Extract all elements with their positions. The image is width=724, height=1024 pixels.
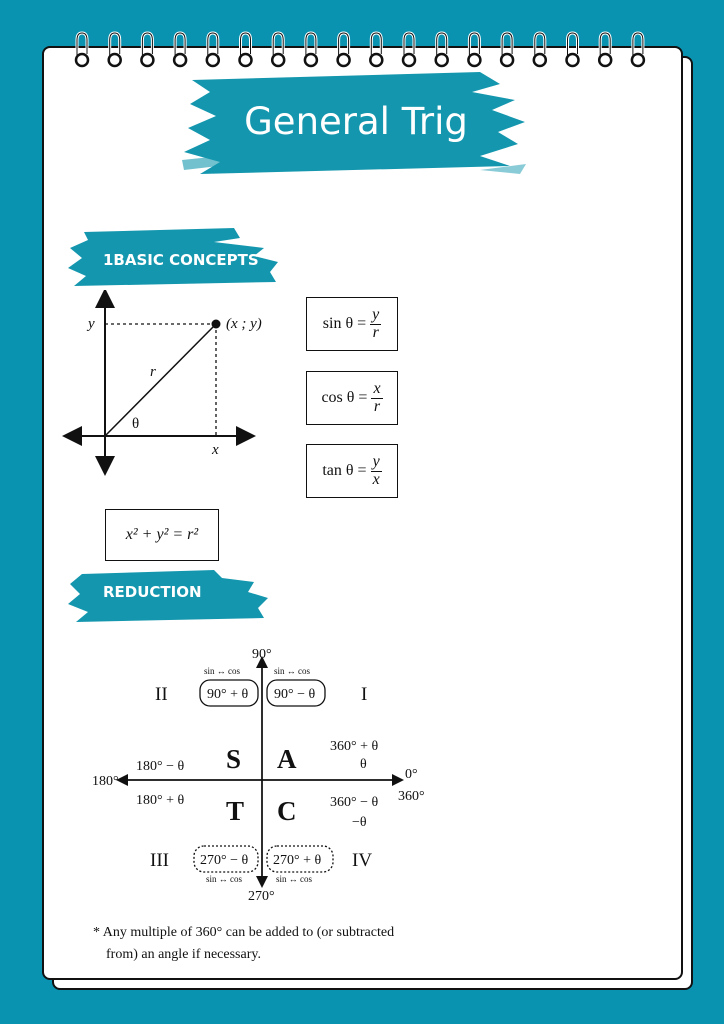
svg-text:180°: 180° [92,774,119,789]
page-title: General Trig [244,100,468,143]
binding-hole [567,54,579,66]
svg-text:90° + θ: 90° + θ [207,687,249,702]
footnote-line-2: from) an angle if necessary. [106,947,261,962]
pythagoras-formula-box: x² + y² = r² [105,509,219,561]
binding-hole [174,54,186,66]
spiral-binding [0,0,724,80]
svg-text:sin ↔ cos: sin ↔ cos [204,666,240,676]
quadrant-label-1: I [361,684,368,705]
binding-hole [632,54,644,66]
binding-hole [272,54,284,66]
quadrant-label-4: IV [352,850,373,871]
binding-hole [305,54,317,66]
binding-hole [468,54,480,66]
svg-text:270° + θ: 270° + θ [273,853,322,868]
section-title-reduction: REDUCTION [103,583,202,601]
svg-text:360° + θ: 360° + θ [330,739,379,754]
binding-hole [501,54,513,66]
svg-text:270° − θ: 270° − θ [200,853,249,868]
theta-label: θ [132,416,140,432]
svg-text:360° − θ: 360° − θ [330,795,379,810]
svg-text:sin ↔ cos: sin ↔ cos [276,874,312,884]
cast-diagram [80,640,460,910]
svg-text:180° − θ: 180° − θ [136,759,185,774]
binding-hole [109,54,121,66]
binding-hole [599,54,611,66]
quadrant-label-2: II [155,684,168,705]
binding-hole [436,54,448,66]
binding-hole [534,54,546,66]
cast-letter-c: C [277,796,297,826]
binding-hole [370,54,382,66]
unit-circle-diagram [60,290,300,480]
footnote-line-1: * Any multiple of 360° can be added to (or subtracted [93,925,395,940]
binding-hole [403,54,415,66]
point-label: (x ; y) [226,316,262,332]
radius-line [105,324,216,436]
quadrant-label-3: III [150,850,169,871]
svg-text:360°: 360° [398,789,425,804]
svg-text:θ: θ [360,757,367,772]
section-title-basic-concepts: 1BASIC CONCEPTS [103,251,259,269]
svg-text:270°: 270° [248,889,275,904]
point-marker [212,320,221,329]
svg-text:sin ↔ cos: sin ↔ cos [206,874,242,884]
cosine-formula-box: cos θ = $\frac{x}{r}$ [306,371,398,425]
sine-formula-box: sin θ = $\frac{y}{r}$ [306,297,398,351]
svg-text:90° − θ: 90° − θ [274,687,316,702]
binding-hole [338,54,350,66]
svg-text:sin ↔ cos: sin ↔ cos [274,666,310,676]
svg-text:90°: 90° [252,647,272,662]
x-label: x [212,442,219,458]
binding-hole [240,54,252,66]
y-label: y [88,316,95,332]
cast-letter-s: S [226,744,242,774]
binding-hole [207,54,219,66]
svg-text:−θ: −θ [352,815,367,830]
cast-letter-t: T [226,796,245,826]
binding-hole [141,54,153,66]
binding-hole [76,54,88,66]
tangent-formula-box: tan θ = $\frac{y}{x}$ [306,444,398,498]
cast-letter-a: A [277,744,297,774]
svg-text:0°: 0° [405,767,418,782]
r-label: r [150,364,156,380]
footnote [93,922,453,966]
svg-text:180° + θ: 180° + θ [136,793,185,808]
